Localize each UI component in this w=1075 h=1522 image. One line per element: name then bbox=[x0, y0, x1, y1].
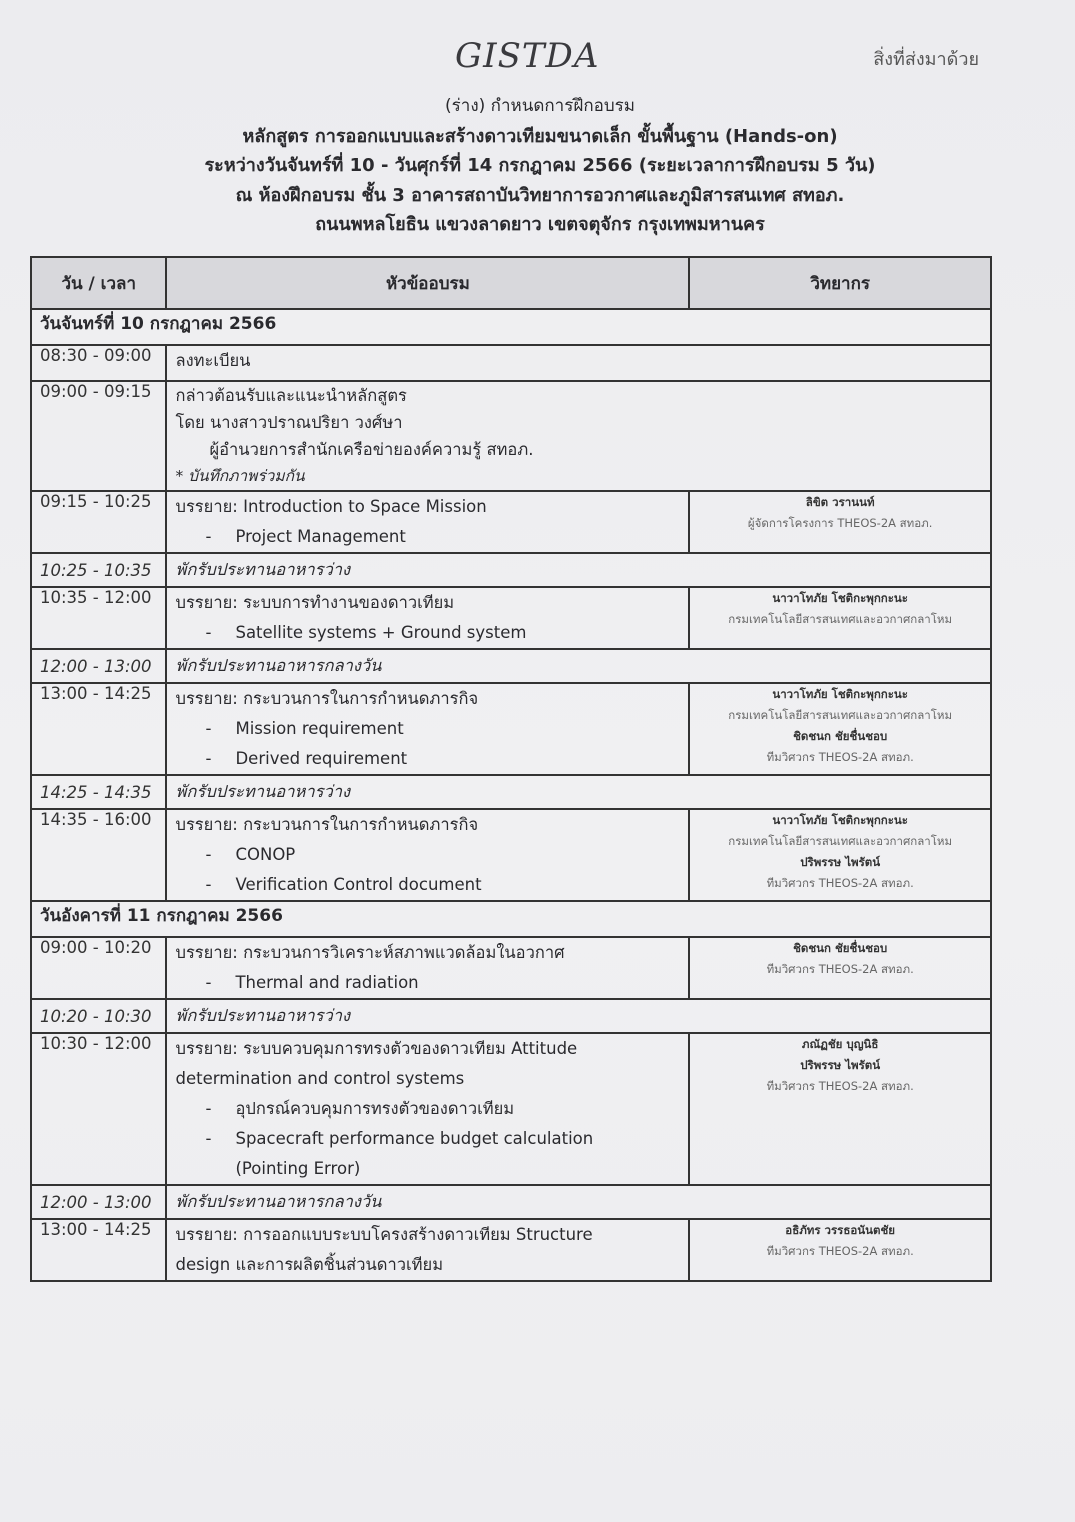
table-row bbox=[31, 1033, 991, 1185]
speaker-cell bbox=[689, 809, 991, 901]
speaker-name: ปริพรรษ ไพรัตน์ bbox=[800, 1058, 881, 1072]
break-row bbox=[31, 999, 991, 1033]
topic-line: โดย นางสาวปราณปริยา วงศ์ษา bbox=[175, 413, 403, 432]
topic-title: บรรยาย: ระบบการทำงานของดาวเทียม bbox=[175, 593, 455, 612]
speaker-org: ทีมวิศวกร THEOS-2A สทอภ. bbox=[766, 1079, 914, 1093]
header-line-2: หลักสูตร การออกแบบและสร้างดาวเทียมขนาดเล็ก ขั้นพื้นฐาน (Hands-on) bbox=[242, 125, 838, 147]
topic-subitem: - CONOP bbox=[175, 840, 680, 870]
topic-line: determination and control systems bbox=[175, 1069, 465, 1088]
time-cell: 09:00 - 10:20 bbox=[31, 937, 166, 999]
schedule-table bbox=[30, 256, 992, 1282]
topic-subitem: - Spacecraft performance budget calculation bbox=[175, 1124, 680, 1154]
day-label: วันจันทร์ที่ 10 กรกฎาคม 2566 bbox=[31, 309, 991, 345]
table-row bbox=[31, 937, 991, 999]
table-row bbox=[31, 683, 991, 775]
topic-title: บรรยาย: Introduction to Space Mission bbox=[175, 497, 487, 516]
speaker-org: กรมเทคโนโลยีสารสนเทศและอวกาศกลาโหม bbox=[728, 612, 953, 626]
header-line-1: (ร่าง) กำหนดการฝึกอบรม bbox=[445, 96, 635, 116]
topic-cell: พักรับประทานอาหารกลางวัน bbox=[166, 649, 991, 683]
topic-subitem: - Project Management bbox=[175, 522, 680, 552]
day-row bbox=[31, 901, 991, 937]
topic-subitem: - อุปกรณ์ควบคุมการทรงตัวของดาวเทียม bbox=[175, 1094, 680, 1124]
speaker-name: ภณัฏชัย บุญนิธิ bbox=[801, 1037, 879, 1051]
header-line-5: ถนนพหลโยธิน แขวงลาดยาว เขตจตุจักร กรุงเทพมหานคร bbox=[315, 214, 765, 235]
time-cell: 12:00 - 13:00 bbox=[31, 1185, 166, 1219]
table-row bbox=[31, 491, 991, 553]
time-cell: 10:20 - 10:30 bbox=[31, 999, 166, 1033]
day-row bbox=[31, 309, 991, 345]
topic-cell bbox=[166, 587, 689, 649]
break-row bbox=[31, 775, 991, 809]
break-row bbox=[31, 553, 991, 587]
speaker-name: อธิภัทร วรรธอนันตชัย bbox=[785, 1223, 896, 1237]
table-row bbox=[31, 809, 991, 901]
topic-line: design และการผลิตชิ้นส่วนดาวเทียม bbox=[175, 1255, 444, 1274]
topic-title: บรรยาย: กระบวนการในการกำหนดภารกิจ bbox=[175, 815, 479, 834]
header-time: วัน / เวลา bbox=[31, 257, 166, 309]
speaker-org: ทีมวิศวกร THEOS-2A สทอภ. bbox=[766, 750, 914, 764]
time-cell: 13:00 - 14:25 bbox=[31, 1219, 166, 1281]
topic-cell: พักรับประทานอาหารว่าง bbox=[166, 775, 991, 809]
speaker-org: ทีมวิศวกร THEOS-2A สทอภ. bbox=[766, 1244, 914, 1258]
topic-subitem: - Verification Control document bbox=[175, 870, 680, 900]
topic-cell bbox=[166, 937, 689, 999]
topic-line: ผู้อำนวยการสำนักเครือข่ายองค์ความรู้ สทอภ. bbox=[209, 440, 534, 459]
speaker-org: ทีมวิศวกร THEOS-2A สทอภ. bbox=[766, 962, 914, 976]
time-cell: 10:25 - 10:35 bbox=[31, 553, 166, 587]
time-cell: 08:30 - 09:00 bbox=[31, 345, 166, 381]
time-cell: 10:35 - 12:00 bbox=[31, 587, 166, 649]
topic-subitem: - Satellite systems + Ground system bbox=[175, 618, 680, 648]
speaker-cell bbox=[689, 683, 991, 775]
topic-cell: พักรับประทานอาหารว่าง bbox=[166, 999, 991, 1033]
attachment-note: สิ่งที่ส่งมาด้วย bbox=[873, 49, 979, 70]
header-topic: หัวข้ออบรม bbox=[166, 257, 689, 309]
time-cell: 14:35 - 16:00 bbox=[31, 809, 166, 901]
table-row bbox=[31, 1219, 991, 1281]
topic-subitem: - Thermal and radiation bbox=[175, 968, 680, 998]
speaker-name: ชิดชนก ชัยชื่นชอบ bbox=[793, 729, 888, 743]
topic-subitem-cont: (Pointing Error) bbox=[235, 1159, 361, 1178]
speaker-cell bbox=[689, 587, 991, 649]
gistda-logo: GISTDA bbox=[455, 36, 600, 76]
break-row bbox=[31, 1185, 991, 1219]
speaker-cell bbox=[689, 491, 991, 553]
topic-title: บรรยาย: กระบวนการวิเคราะห์สภาพแวดล้อมในอวกาศ bbox=[175, 943, 565, 962]
topic-subitem: - Mission requirement bbox=[175, 714, 680, 744]
speaker-org: ทีมวิศวกร THEOS-2A สทอภ. bbox=[766, 876, 914, 890]
topic-subitem: - Derived requirement bbox=[175, 744, 680, 774]
table-row bbox=[31, 381, 991, 491]
topic-cell bbox=[166, 809, 689, 901]
time-cell: 13:00 - 14:25 bbox=[31, 683, 166, 775]
topic-title: บรรยาย: กระบวนการในการกำหนดภารกิจ bbox=[175, 689, 479, 708]
topic-title: บรรยาย: ระบบควบคุมการทรงตัวของดาวเทียม Attitude bbox=[175, 1039, 578, 1058]
document-header bbox=[150, 92, 930, 240]
table-row bbox=[31, 345, 991, 381]
topic-cell bbox=[166, 491, 689, 553]
table-row bbox=[31, 587, 991, 649]
speaker-name: นาวาโทภัย โชติกะพุกกะนะ bbox=[772, 591, 908, 605]
speaker-name: ปริพรรษ ไพรัตน์ bbox=[800, 855, 881, 869]
topic-cell bbox=[166, 1033, 689, 1185]
time-cell: 09:00 - 09:15 bbox=[31, 381, 166, 491]
topic-cell bbox=[166, 683, 689, 775]
speaker-name: นาวาโทภัย โชติกะพุกกะนะ bbox=[772, 813, 908, 827]
topic-cell bbox=[166, 381, 991, 491]
speaker-org: กรมเทคโนโลยีสารสนเทศและอวกาศกลาโหม bbox=[728, 708, 953, 722]
topic-note: * บันทึกภาพร่วมกัน bbox=[175, 467, 305, 485]
speaker-cell bbox=[689, 937, 991, 999]
speaker-name: ลิขิต วรานนท์ bbox=[805, 495, 875, 509]
time-cell: 14:25 - 14:35 bbox=[31, 775, 166, 809]
time-cell: 10:30 - 12:00 bbox=[31, 1033, 166, 1185]
time-cell: 09:15 - 10:25 bbox=[31, 491, 166, 553]
speaker-cell bbox=[689, 1219, 991, 1281]
speaker-org: กรมเทคโนโลยีสารสนเทศและอวกาศกลาโหม bbox=[728, 834, 953, 848]
speaker-name: นาวาโทภัย โชติกะพุกกะนะ bbox=[772, 687, 908, 701]
header-line-4: ณ ห้องฝึกอบรม ชั้น 3 อาคารสถาบันวิทยาการอวกาศและภูมิสารสนเทศ สทอภ. bbox=[235, 184, 845, 206]
speaker-org: ผู้จัดการโครงการ THEOS-2A สทอภ. bbox=[747, 516, 933, 530]
time-cell: 12:00 - 13:00 bbox=[31, 649, 166, 683]
topic-title: กล่าวต้อนรับและแนะนำหลักสูตร bbox=[175, 386, 407, 405]
speaker-name: ชิดชนก ชัยชื่นชอบ bbox=[793, 941, 888, 955]
topic-cell bbox=[166, 1219, 689, 1281]
speaker-cell bbox=[689, 1033, 991, 1185]
break-row bbox=[31, 649, 991, 683]
topic-cell: พักรับประทานอาหารว่าง bbox=[166, 553, 991, 587]
day-label: วันอังคารที่ 11 กรกฎาคม 2566 bbox=[31, 901, 991, 937]
table-header-row bbox=[31, 257, 991, 309]
topic-cell: ลงทะเบียน bbox=[166, 345, 991, 381]
header-speaker: วิทยากร bbox=[689, 257, 991, 309]
topic-cell: พักรับประทานอาหารกลางวัน bbox=[166, 1185, 991, 1219]
topic-title: บรรยาย: การออกแบบระบบโครงสร้างดาวเทียม Structure bbox=[175, 1225, 593, 1244]
header-line-3: ระหว่างวันจันทร์ที่ 10 - วันศุกร์ที่ 14 กรกฎาคม 2566 (ระยะเวลาการฝึกอบรม 5 วัน) bbox=[204, 155, 876, 176]
